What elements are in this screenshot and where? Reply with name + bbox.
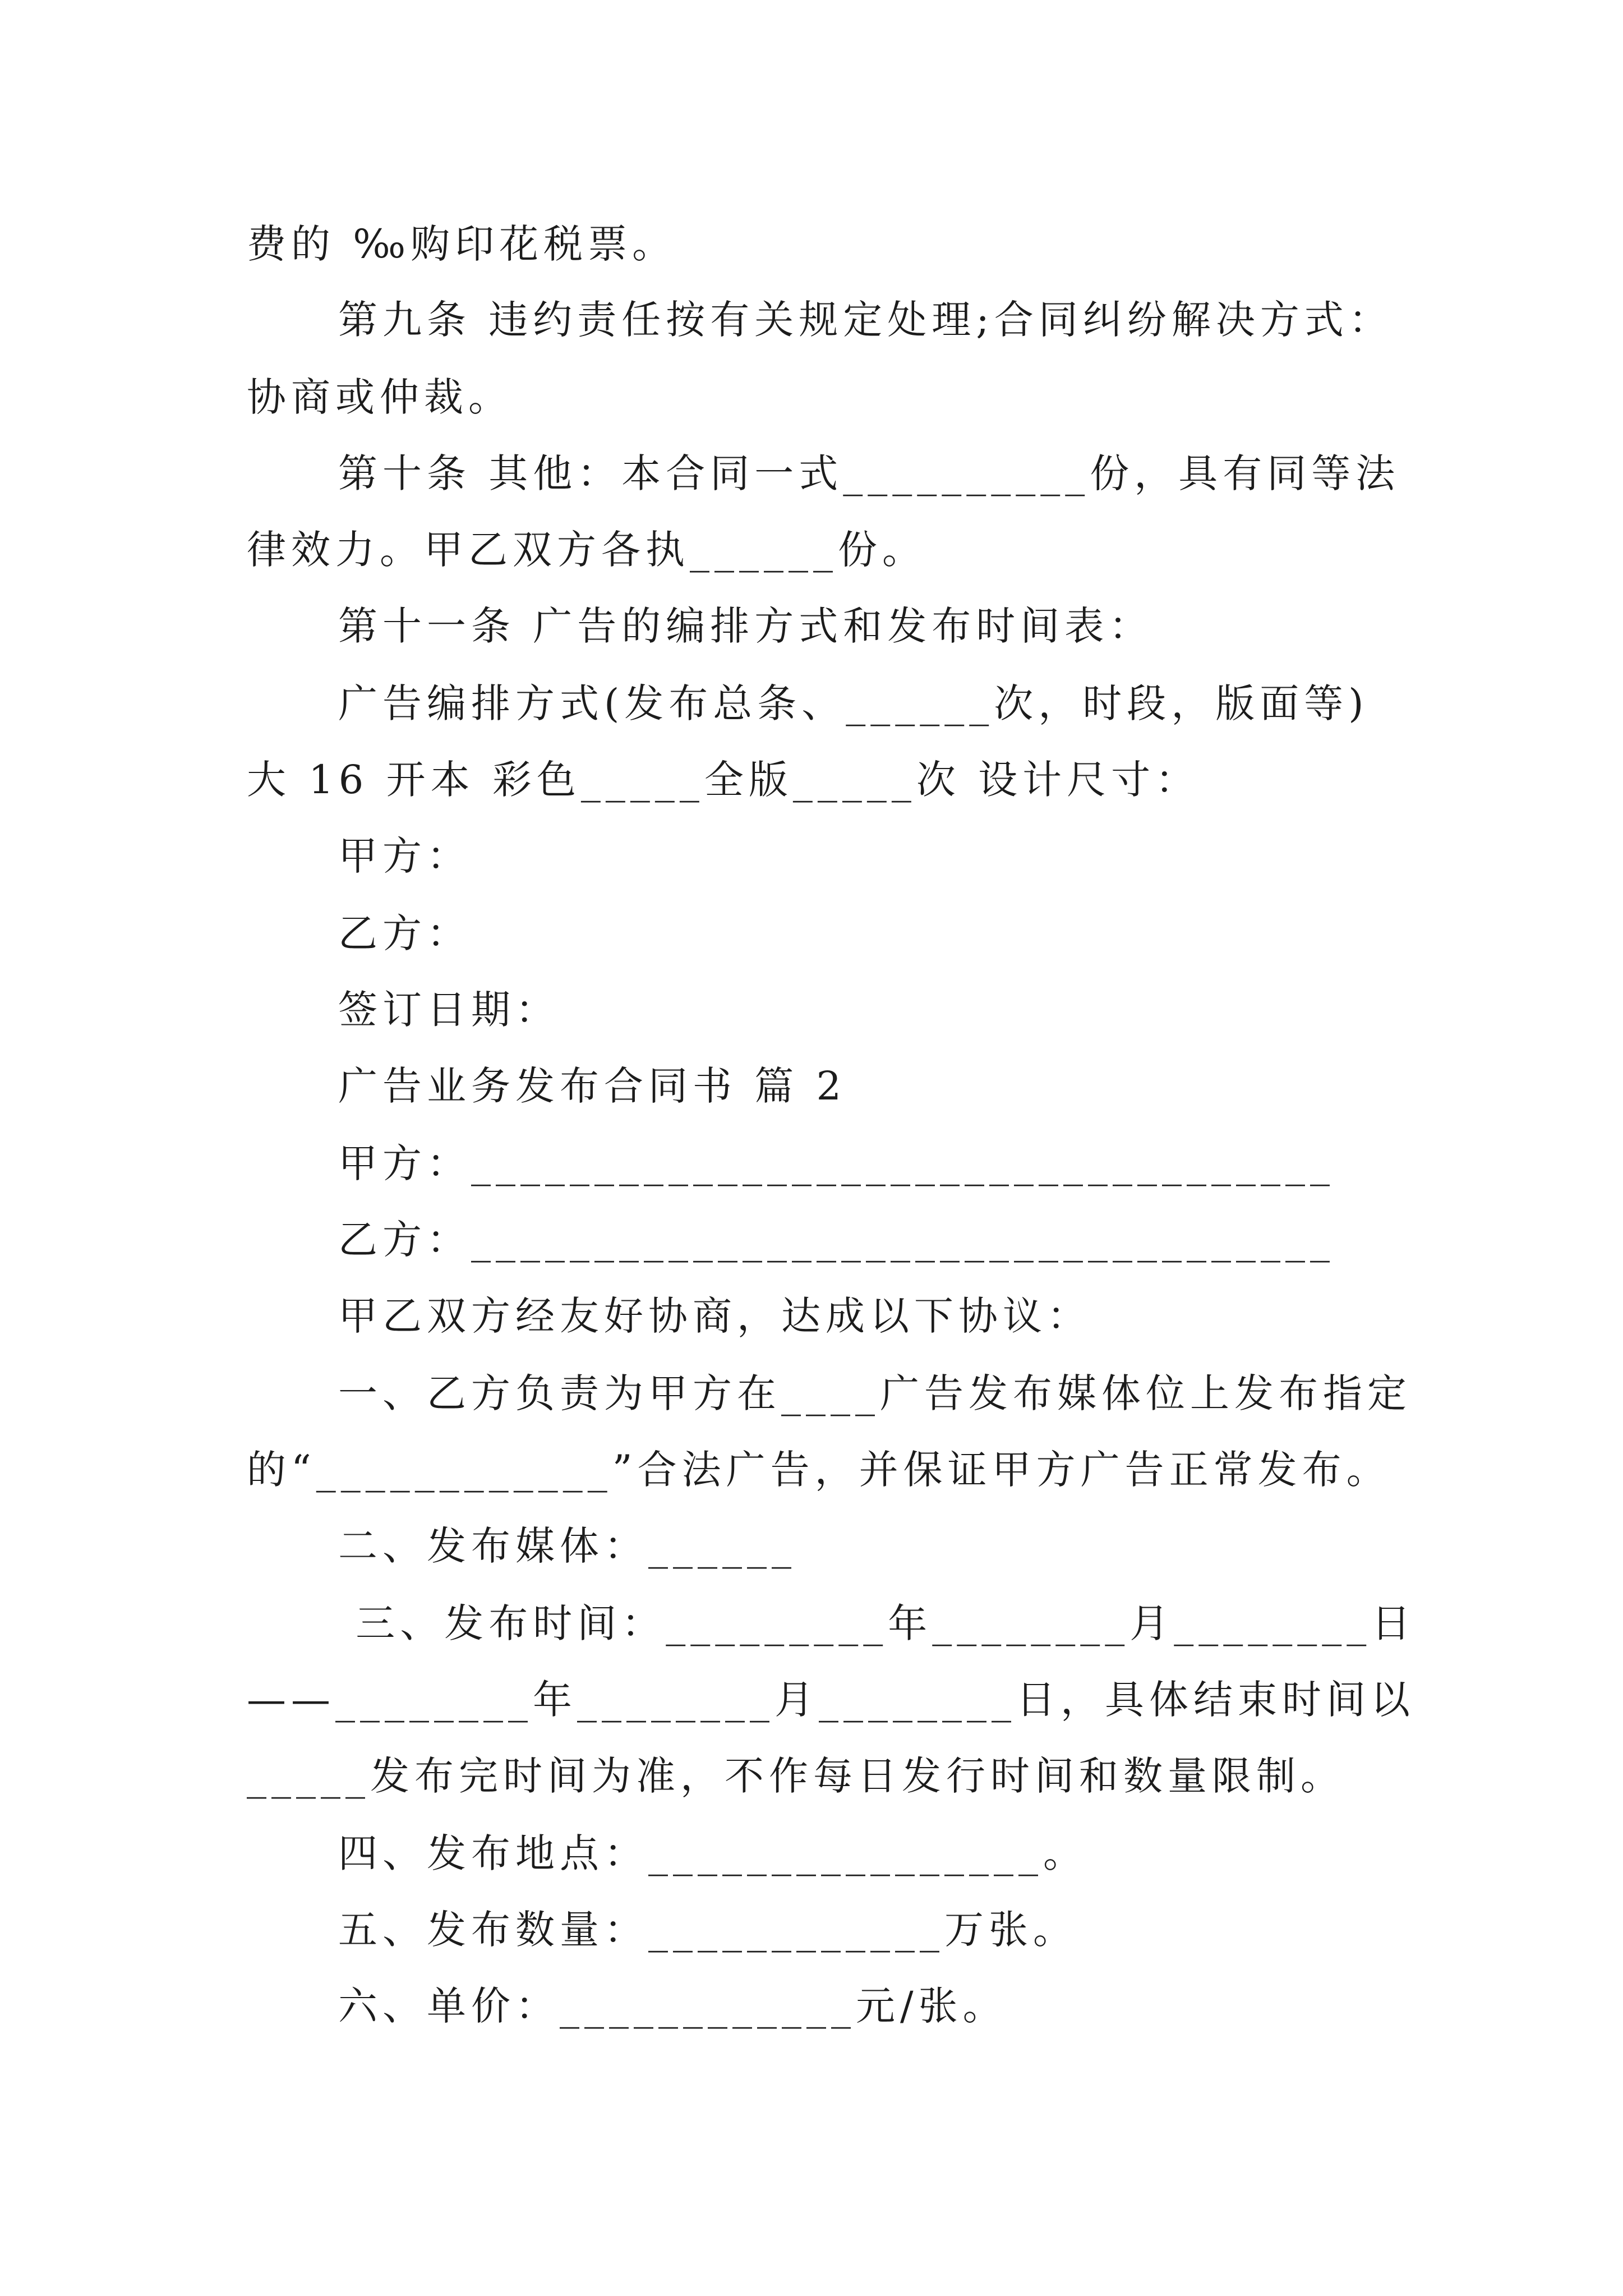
section-heading: 广告业务发布合同书 篇 2 bbox=[338, 1063, 847, 1109]
text-line: 乙方：___________________________________ bbox=[338, 1217, 1335, 1263]
text-line: 第十条 其他：本合同一式__________份，具有同等法 bbox=[338, 450, 1400, 496]
text-line: 律效力。甲乙双方各执______份。 bbox=[247, 527, 926, 573]
text-line: 四、发布地点：________________。 bbox=[338, 1830, 1087, 1876]
text-line: 第十一条 广告的编排方式和发布时间表： bbox=[338, 603, 1154, 649]
text-line: 五、发布数量：____________万张。 bbox=[338, 1907, 1077, 1953]
text-line: 甲乙双方经友好协商，达成以下协议： bbox=[338, 1293, 1091, 1339]
text-line: _____发布完时间为准，不作每日发行时间和数量限制。 bbox=[247, 1753, 1345, 1799]
text-line: 协商或仲裁。 bbox=[247, 374, 513, 420]
text-line: 签订日期： bbox=[338, 987, 560, 1033]
text-line: 一、乙方负责为甲方在____广告发布媒体位上发布指定 bbox=[338, 1370, 1412, 1416]
text-line: 广告编排方式(发布总条、______次，时段，版面等) bbox=[338, 680, 1369, 726]
text-line: 第九条 违约责任按有关规定处理;合同纠纷解决方式： bbox=[338, 297, 1393, 343]
text-line: 六、单价：____________元/张。 bbox=[338, 1983, 1007, 2029]
text-line: 费的 ‰购印花税票。 bbox=[247, 221, 677, 267]
text-line: 大 16 开本 彩色_____全版_____次 设计尺寸： bbox=[247, 757, 1200, 803]
text-line: ——________年________月________日，具体结束时间以 bbox=[247, 1677, 1415, 1723]
text-line: 甲方：___________________________________ bbox=[338, 1140, 1335, 1186]
text-line: 乙方： bbox=[338, 910, 471, 956]
text-line: 的“____________”合法广告，并保证甲方广告正常发布。 bbox=[247, 1447, 1391, 1493]
text-line: 甲方： bbox=[338, 833, 471, 879]
text-line: 二、发布媒体：______ bbox=[338, 1523, 796, 1569]
text-line: 三、发布时间：_________年________月________日 bbox=[338, 1600, 1416, 1646]
